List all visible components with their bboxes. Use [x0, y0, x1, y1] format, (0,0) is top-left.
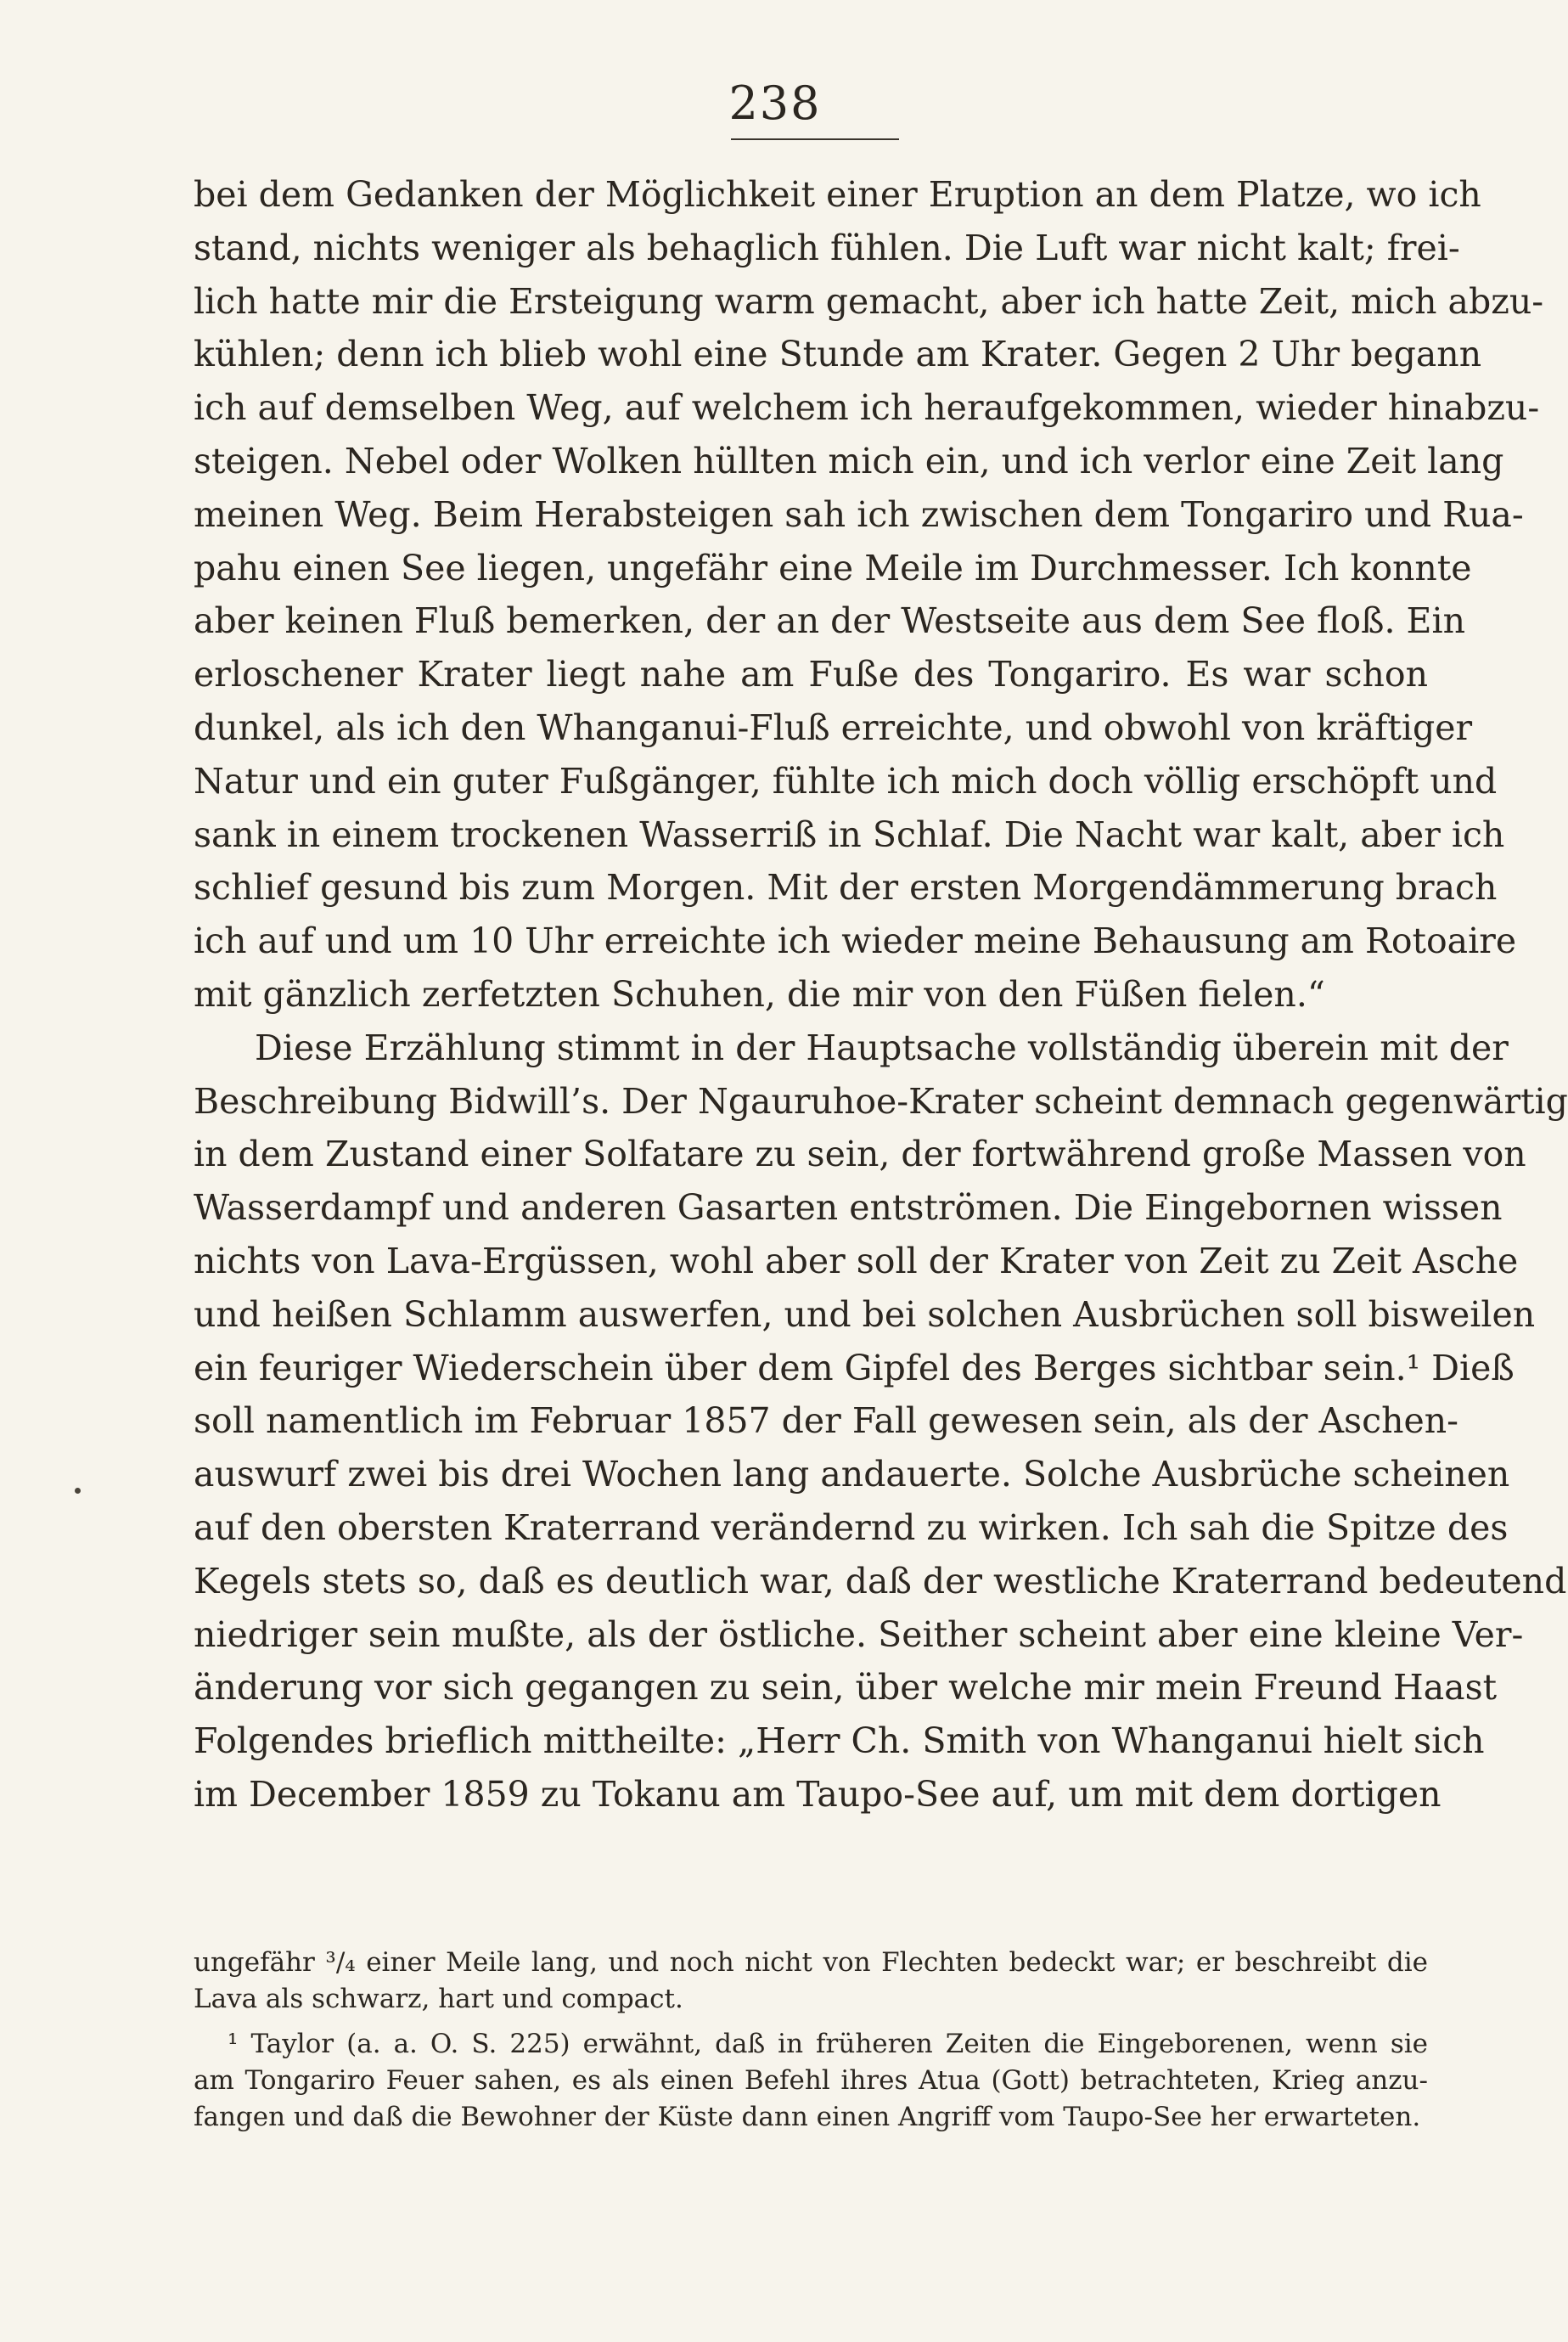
footnote-1-line: ¹ Taylor (a. a. O. S. 225) erwähnt, daß in früheren Zeiten die Eingeborenen, wenn sie — [228, 2029, 1428, 2059]
text-line: nichts von Lava-Ergüssen, wohl aber soll der Krater von Zeit zu Zeit Asche — [194, 1240, 1519, 1281]
text-line: niedriger sein mußte, als der östliche. Seither scheint aber eine kleine Ver- — [194, 1613, 1524, 1655]
text-line: auswurf zwei bis drei Wochen lang andauerte. Solche Ausbrüche scheinen — [194, 1454, 1510, 1495]
footnote-continued-line: Lava als schwarz, hart und compact. — [194, 1984, 683, 2014]
text-line: pahu einen See liegen, ungefähr eine Meile im Durchmesser. Ich konnte — [194, 547, 1472, 588]
footnote-1-line: fangen und daß die Bewohner der Küste dann einen Angriff vom Taupo-See her erwarteten. — [194, 2102, 1421, 2132]
text-line: im December 1859 zu Tokanu am Taupo-See auf, um mit dem dortigen — [194, 1773, 1442, 1815]
text-line: in dem Zustand einer Solfatare zu sein, der fortwährend große Massen von — [194, 1134, 1526, 1175]
text-line: lich hatte mir die Ersteigung warm gemacht, aber ich hatte Zeit, mich abzu- — [194, 280, 1544, 322]
main-text — [194, 168, 1568, 1821]
text-line: Kegels stets so, daß es deutlich war, daß der westliche Kraterrand bedeutend — [194, 1560, 1567, 1602]
footnote-continued-line: ungefähr ³/₄ einer Meile lang, und noch nicht von Flechten bedeckt war; er beschreibt die — [194, 1947, 1428, 1978]
paragraph-start: Diese Erzählung stimmt in der Hauptsache vollständig überein mit der — [255, 1027, 1509, 1068]
margin-speck — [75, 1488, 81, 1494]
text-line: erloschener Krater liegt nahe am Fuße des Tongariro. Es war schon — [194, 654, 1428, 695]
text-line: stand, nichts weniger als behaglich fühlen. Die Luft war nicht kalt; frei- — [194, 227, 1460, 268]
text-line: Wasserdampf und anderen Gasarten entströmen. Die Eingebornen wissen — [194, 1187, 1503, 1229]
header-rule — [731, 138, 899, 140]
text-line: auf den obersten Kraterrand verändernd zu wirken. Ich sah die Spitze des — [194, 1506, 1509, 1548]
text-line: ich auf demselben Weg, auf welchem ich heraufgekommen, wieder hinabzu- — [194, 387, 1540, 429]
text-line: änderung vor sich gegangen zu sein, über welche mir mein Freund Haast — [194, 1667, 1498, 1709]
text-line: Natur und ein guter Fußgänger, fühlte ich mich doch völlig erschöpft und — [194, 760, 1498, 802]
footnotes — [194, 1945, 1428, 2136]
text-line: ich auf und um 10 Uhr erreichte ich wieder meine Behausung am Rotoaire — [194, 920, 1517, 962]
text-line: ein feuriger Wiederschein über dem Gipfel des Berges sichtbar sein.¹ Dieß — [194, 1347, 1515, 1388]
text-line: schlief gesund bis zum Morgen. Mit der ersten Morgendämmerung brach — [194, 867, 1498, 909]
text-line: sank in einem trockenen Wasserriß in Schlaf. Die Nacht war kalt, aber ich — [194, 814, 1505, 855]
text-line: bei dem Gedanken der Möglichkeit einer Eruption an dem Platze, wo ich — [194, 174, 1481, 215]
text-line: steigen. Nebel oder Wolken hüllten mich ein, und ich verlor eine Zeit lang — [194, 440, 1504, 481]
text-line: Folgendes brieflich mittheilte: „Herr Ch. Smith von Whanganui hielt sich — [194, 1720, 1485, 1762]
footnote-1-line: am Tongariro Feuer sahen, es als einen Befehl ihres Atua (Gott) betrachteten, Krieg anzu- — [194, 2065, 1428, 2096]
text-line: Beschreibung Bidwill’s. Der Ngauruhoe-Krater scheint demnach gegenwärtig — [194, 1080, 1568, 1122]
text-line: mit gänzlich zerfetzten Schuhen, die mir von den Füßen fielen.“ — [194, 973, 1325, 1015]
text-line: dunkel, als ich den Whanganui-Fluß erreichte, und obwohl von kräftiger — [194, 707, 1473, 748]
page-number: 238 — [728, 76, 822, 130]
footnote-gap — [194, 2018, 1428, 2026]
text-line: meinen Weg. Beim Herabsteigen sah ich zwischen dem Tongariro und Rua- — [194, 493, 1524, 535]
text-line: kühlen; denn ich blieb wohl eine Stunde am Krater. Gegen 2 Uhr begann — [194, 334, 1482, 375]
text-line: und heißen Schlamm auswerfen, und bei solchen Ausbrüchen soll bisweilen — [194, 1293, 1536, 1335]
text-line: soll namentlich im Februar 1857 der Fall gewesen sein, als der Aschen- — [194, 1400, 1458, 1442]
text-line: aber keinen Fluß bemerken, der an der Westseite aus dem See floß. Ein — [194, 600, 1465, 642]
